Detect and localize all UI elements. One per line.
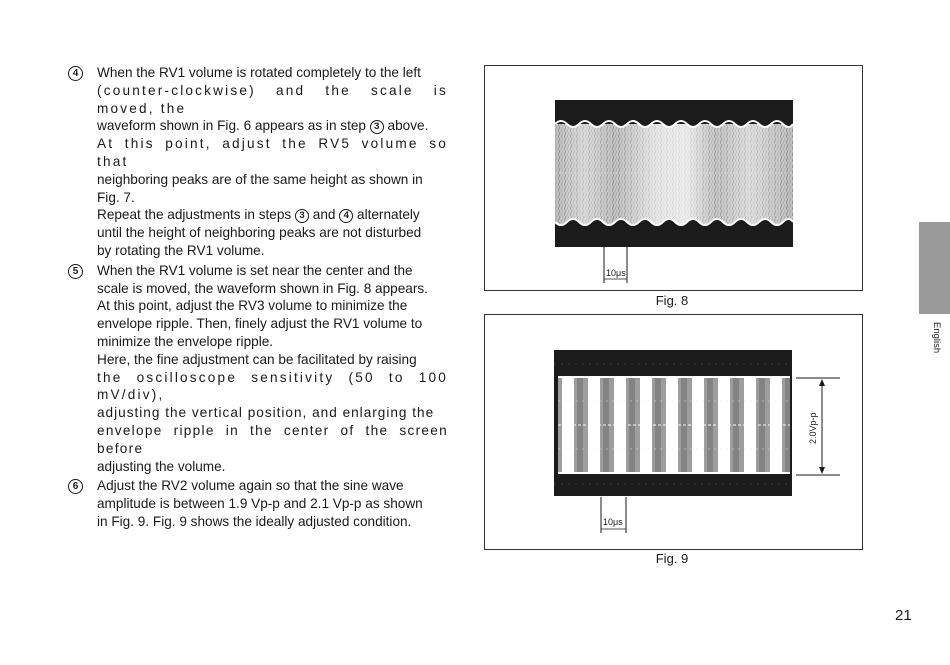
fig9-timebase-marker bbox=[601, 497, 626, 533]
step-number-4: 4 bbox=[68, 66, 83, 81]
language-tab-label: English bbox=[931, 322, 942, 354]
step-5-paragraph-2: Here, the fine adjustment can be facilitated by raising the oscilloscope sensitivity (50 to 100 mV/div), adjusting the vertical position, and enlarging the envelope ripple in the center of the screen before adjusting the volume. bbox=[97, 351, 448, 474]
fig9-waveform bbox=[554, 350, 792, 496]
fig8-timebase-label: 10μs bbox=[606, 268, 626, 278]
fig9-amplitude-marker bbox=[796, 378, 840, 475]
fig9-timebase-label: 10μs bbox=[603, 517, 623, 527]
step-ref-icon: 3 bbox=[295, 209, 309, 223]
step-ref-icon: 4 bbox=[339, 209, 353, 223]
page-number: 21 bbox=[895, 607, 912, 624]
fig8-timebase-marker bbox=[604, 247, 627, 283]
language-tab bbox=[919, 222, 950, 314]
step-4-paragraph-1: When the RV1 volume is rotated completely to the left (counter-clockwise) and the scale is moved, the waveform shown in Fig. 6 appears as in step 3 above. At this point, adjust the RV5 volume so that neighboring peaks are of the same height as shown in Fig. 7. bbox=[97, 65, 448, 205]
fig9-amplitude-label: 2.0Vp-p bbox=[808, 412, 818, 444]
step-5-paragraph-1: When the RV1 volume is set near the center and the scale is moved, the waveform shown in Fig. 8 appears. At this point, adjust the RV3 volume to minimize the envelope ripple. Then, finely adjust the RV1 volume to minimize the envelope ripple. bbox=[97, 262, 428, 349]
fig9-caption: Fig. 9 bbox=[655, 551, 689, 566]
fig8-caption: Fig. 8 bbox=[655, 293, 689, 308]
step-ref-icon: 3 bbox=[370, 120, 384, 134]
step-number-5: 5 bbox=[68, 264, 83, 279]
step-6-paragraph-1: Adjust the RV2 volume again so that the sine wave amplitude is between 1.9 Vp-p and 2.1 Vp-p as shown in Fig. 9. Fig. 9 shows the ideally adjusted condition. bbox=[97, 478, 423, 529]
fig8-waveform bbox=[555, 100, 793, 247]
step-4-paragraph-2: Repeat the adjustments in steps 3 and 4 alternately until the height of neighboring peaks are not disturbed by rotating the RV1 volume. bbox=[97, 207, 422, 258]
step-number-6: 6 bbox=[68, 479, 83, 494]
